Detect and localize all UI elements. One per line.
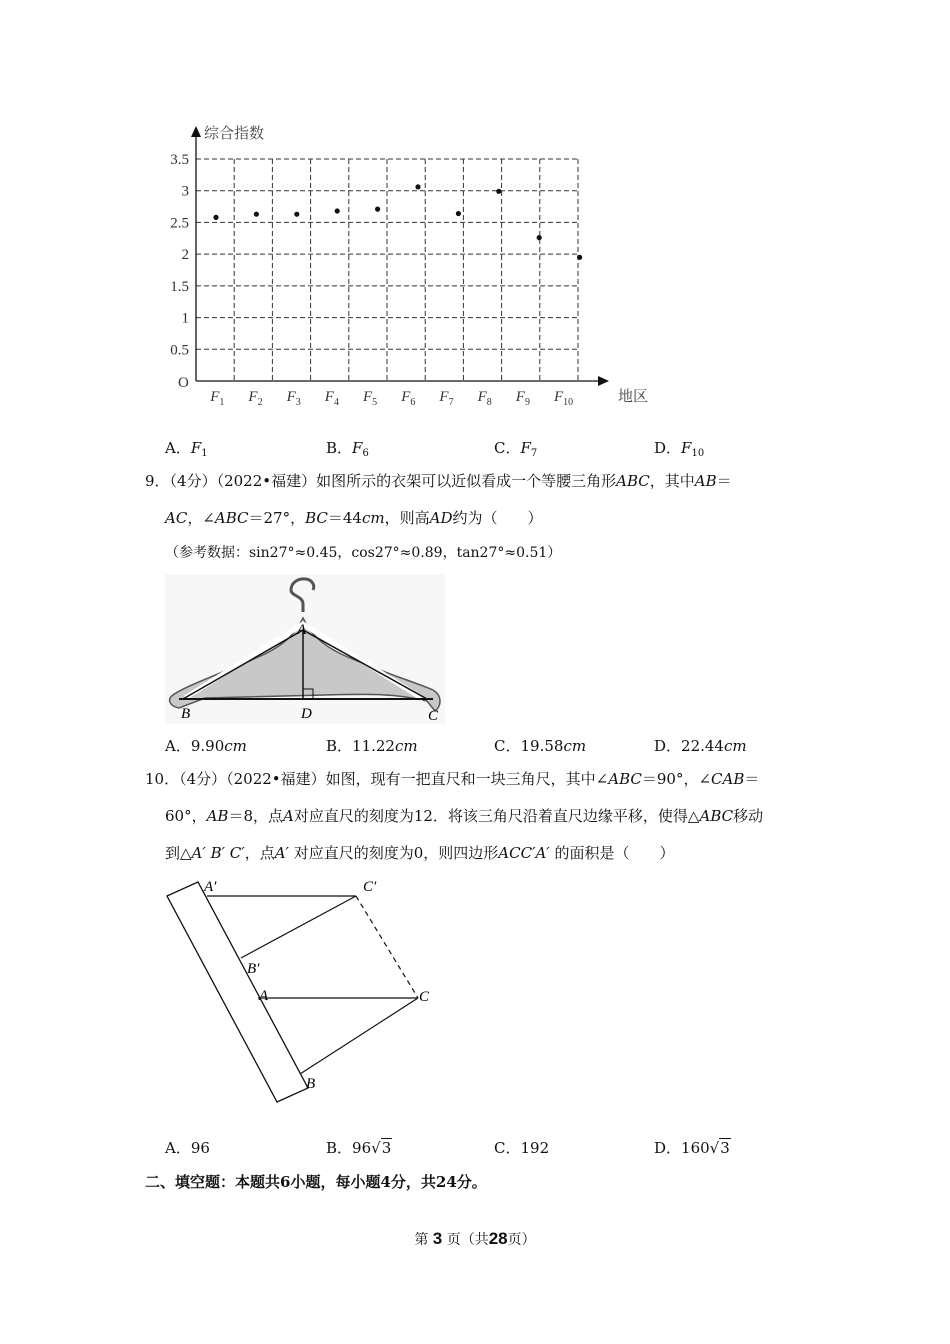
option-unit: cm <box>394 737 418 755</box>
x-tick-subscript: 3 <box>295 397 301 408</box>
q10-line-3 <box>165 843 675 863</box>
q10-option-a[interactable] <box>165 1137 210 1158</box>
option-letter: D． <box>654 737 682 755</box>
math-a: A <box>283 807 294 825</box>
option-value: 19.58 <box>520 737 564 755</box>
x-tick-subscript: 6 <box>410 397 416 408</box>
q9-hanger-figure <box>165 574 445 724</box>
option-value: 9.90 <box>190 737 225 755</box>
math-ad: AD <box>429 509 453 527</box>
math-a-prime: A′ <box>191 844 206 862</box>
q10-option-b[interactable] <box>326 1137 392 1158</box>
option-letter: C． <box>494 737 521 755</box>
option-subscript: 10 <box>691 448 705 459</box>
y-tick-label: 3.5 <box>170 152 189 168</box>
option-value: F <box>681 439 692 457</box>
radicand: 3 <box>381 1139 392 1157</box>
q9-option-b[interactable] <box>326 735 418 756</box>
math-ab: AB <box>694 472 717 490</box>
x-tick-label: $F_9$ <box>515 389 530 408</box>
page-footer <box>0 1229 950 1249</box>
question-number: 10． <box>145 770 180 788</box>
data-point <box>294 212 299 217</box>
footer-text: 页（共 <box>446 1232 489 1248</box>
x-tick-label: $F_6$ <box>401 389 416 408</box>
x-tick-label: $F_1$ <box>210 389 225 408</box>
x-tick-label: $F_{10}$ <box>554 389 574 408</box>
sqrt-sign: √3 <box>709 1139 730 1157</box>
y-tick-label: 0.5 <box>170 342 189 359</box>
data-point <box>496 189 501 194</box>
y-tick-label: 3 <box>181 183 189 200</box>
option-letter: A． <box>165 439 191 457</box>
q8-option-a[interactable] <box>165 437 208 459</box>
math-abc: ABC <box>616 472 650 490</box>
q9-text: ＝44 <box>327 509 362 527</box>
q10-text: ＝ <box>744 770 760 788</box>
option-subscript: 1 <box>201 448 208 459</box>
x-tick-label: $F_2$ <box>248 389 263 408</box>
math-abc: ABC <box>608 770 642 788</box>
math-quadrilateral: ACC′A′ <box>498 844 550 862</box>
q9-text: 约为（ ） <box>452 509 543 527</box>
option-letter: B． <box>326 737 353 755</box>
q9-line-2 <box>165 508 543 528</box>
option-value: F <box>352 439 363 457</box>
q8-option-b[interactable] <box>326 437 369 459</box>
option-letter: D． <box>654 439 682 457</box>
question-number: 9． <box>145 472 170 490</box>
option-letter: D． <box>654 1139 682 1157</box>
option-value: 96 <box>190 1139 210 1157</box>
composite-index-chart <box>0 0 700 420</box>
q9-text: ，则高 <box>384 509 430 527</box>
ruler <box>167 882 308 1102</box>
label-c: C <box>428 708 439 724</box>
footer-text: 第 <box>414 1232 429 1248</box>
option-value: 96 <box>352 1139 372 1157</box>
data-point <box>375 207 380 212</box>
footer-text: 页） <box>507 1232 536 1248</box>
option-subscript: 7 <box>530 448 538 459</box>
option-unit: cm <box>723 737 747 755</box>
chart-origin-label: O <box>178 375 189 391</box>
q10-text: （4分）（2022•福建）如图，现有一把直尺和一块三角尺，其中∠ <box>179 770 609 788</box>
option-unit: cm <box>563 737 587 755</box>
q9-text: ＝ <box>716 472 732 490</box>
chart-x-axis-title: 地区 <box>618 389 649 405</box>
chart-grid <box>196 159 578 381</box>
math-bc: BC <box>305 509 328 527</box>
chart-y-ticks <box>170 152 189 358</box>
y-tick-label: 2.5 <box>170 215 189 232</box>
option-value: 11.22 <box>352 737 395 755</box>
option-value: 192 <box>520 1139 550 1157</box>
label-b-prime: B′ <box>247 961 260 977</box>
option-letter: C． <box>494 439 521 457</box>
q10-text: 对应直尺的刻度为0，则四边形 <box>293 844 499 862</box>
sqrt-sign: √3 <box>371 1139 392 1157</box>
y-axis-arrow <box>191 126 201 137</box>
data-point <box>415 184 420 189</box>
label-a: A <box>259 988 269 1004</box>
x-tick-subscript: 10 <box>563 397 574 408</box>
x-tick-label: $F_4$ <box>324 389 339 408</box>
side-bc <box>300 998 418 1074</box>
math-cab: CAB <box>711 770 745 788</box>
option-subscript: 6 <box>362 448 369 459</box>
q10-line-2 <box>165 806 763 826</box>
label-a-prime: A′ <box>204 879 217 895</box>
option-letter: A． <box>165 1139 191 1157</box>
data-point <box>335 208 340 213</box>
option-value: F <box>520 439 531 457</box>
q9-option-c[interactable] <box>494 735 586 756</box>
option-letter: B． <box>326 1139 353 1157</box>
math-ab: AB <box>206 807 229 825</box>
x-tick-label: $F_7$ <box>439 389 454 408</box>
math-abc: ABC <box>699 807 734 825</box>
y-tick-label: 2 <box>181 247 189 264</box>
x-tick-subscript: 9 <box>524 397 530 408</box>
math-unit: cm <box>361 509 385 527</box>
q10-option-c[interactable] <box>494 1137 549 1158</box>
x-tick-subscript: 5 <box>372 397 378 408</box>
data-point <box>577 255 582 260</box>
q10-text: 的面积是（ ） <box>554 844 675 862</box>
q9-text: ，其中 <box>649 472 695 490</box>
q10-text: ＝90°，∠ <box>641 770 712 788</box>
q10-text: 60°， <box>165 807 207 825</box>
label-b: B <box>306 1076 316 1092</box>
total-pages: 28 <box>488 1229 508 1248</box>
data-point <box>537 235 542 240</box>
x-tick-label: $F_8$ <box>477 389 492 408</box>
segment-cc1 <box>356 896 418 998</box>
q9-text: ＝27°， <box>248 509 306 527</box>
x-tick-subscript: 1 <box>219 397 225 408</box>
q10-ruler-figure <box>160 870 460 1110</box>
option-value: 22.44 <box>681 737 724 755</box>
x-tick-subscript: 4 <box>333 397 339 408</box>
x-tick-subscript: 2 <box>257 397 263 408</box>
option-value: 160 <box>681 1139 710 1157</box>
x-tick-label: $F_5$ <box>363 389 378 408</box>
data-point <box>456 211 461 216</box>
y-tick-label: 1 <box>181 310 189 327</box>
q9-text: （4分）（2022•福建）如图所示的衣架可以近似看成一个等腰三角形 <box>169 472 617 490</box>
data-point <box>254 212 259 217</box>
section-2-heading: 二、填空题：本题共6小题，每小题4分，共24分。 <box>145 1173 487 1191</box>
q9-reference-data: （参考数据：sin27°≈0.45，cos27°≈0.89，tan27°≈0.51） <box>165 545 562 561</box>
math-a-prime: A′ <box>274 844 289 862</box>
label-a: A <box>297 622 307 638</box>
option-letter: A． <box>165 737 191 755</box>
q10-option-d[interactable] <box>654 1137 731 1158</box>
q8-option-d[interactable] <box>654 437 704 459</box>
q10-text: 对应直尺的刻度为12．将该三角尺沿着直尺边缘平移，使得△ <box>293 807 700 825</box>
q10-line-1 <box>145 769 759 789</box>
q9-option-d[interactable] <box>654 735 747 756</box>
option-letter: C． <box>494 1139 521 1157</box>
label-d: D <box>301 706 312 722</box>
x-tick-subscript: 7 <box>448 397 454 408</box>
option-value: F <box>190 439 202 457</box>
label-c-prime: C′ <box>363 879 377 895</box>
q9-text: ，∠ <box>187 509 215 527</box>
q8-option-c[interactable] <box>494 437 537 459</box>
chart-x-ticks <box>209 389 573 408</box>
q10-text: ，点 <box>244 844 275 862</box>
q10-text: ＝8，点 <box>228 807 283 825</box>
chart-axes <box>191 126 609 386</box>
x-tick-subscript: 8 <box>486 397 492 408</box>
x-axis-arrow <box>598 376 609 386</box>
q10-text: 移动 <box>733 807 764 825</box>
option-letter: B． <box>326 439 353 457</box>
math-abc: ABC <box>214 509 249 527</box>
y-tick-label: 1.5 <box>170 278 189 295</box>
math-c-prime: C′ <box>229 844 245 862</box>
math-ac: AC <box>165 509 188 527</box>
chart-y-axis-title: 综合指数 <box>204 126 265 142</box>
radicand: 3 <box>720 1139 730 1157</box>
q10-text: 到△ <box>165 844 192 862</box>
side-b1c1 <box>241 896 356 958</box>
math-b-prime: B′ <box>210 844 226 862</box>
label-b: B <box>181 706 191 722</box>
q9-option-a[interactable] <box>165 735 247 756</box>
data-point <box>213 215 218 220</box>
q9-line-1 <box>145 471 732 491</box>
x-tick-label: $F_3$ <box>286 389 301 408</box>
page-number: 3 <box>432 1229 443 1248</box>
label-c: C <box>419 989 430 1005</box>
option-unit: cm <box>224 737 247 755</box>
